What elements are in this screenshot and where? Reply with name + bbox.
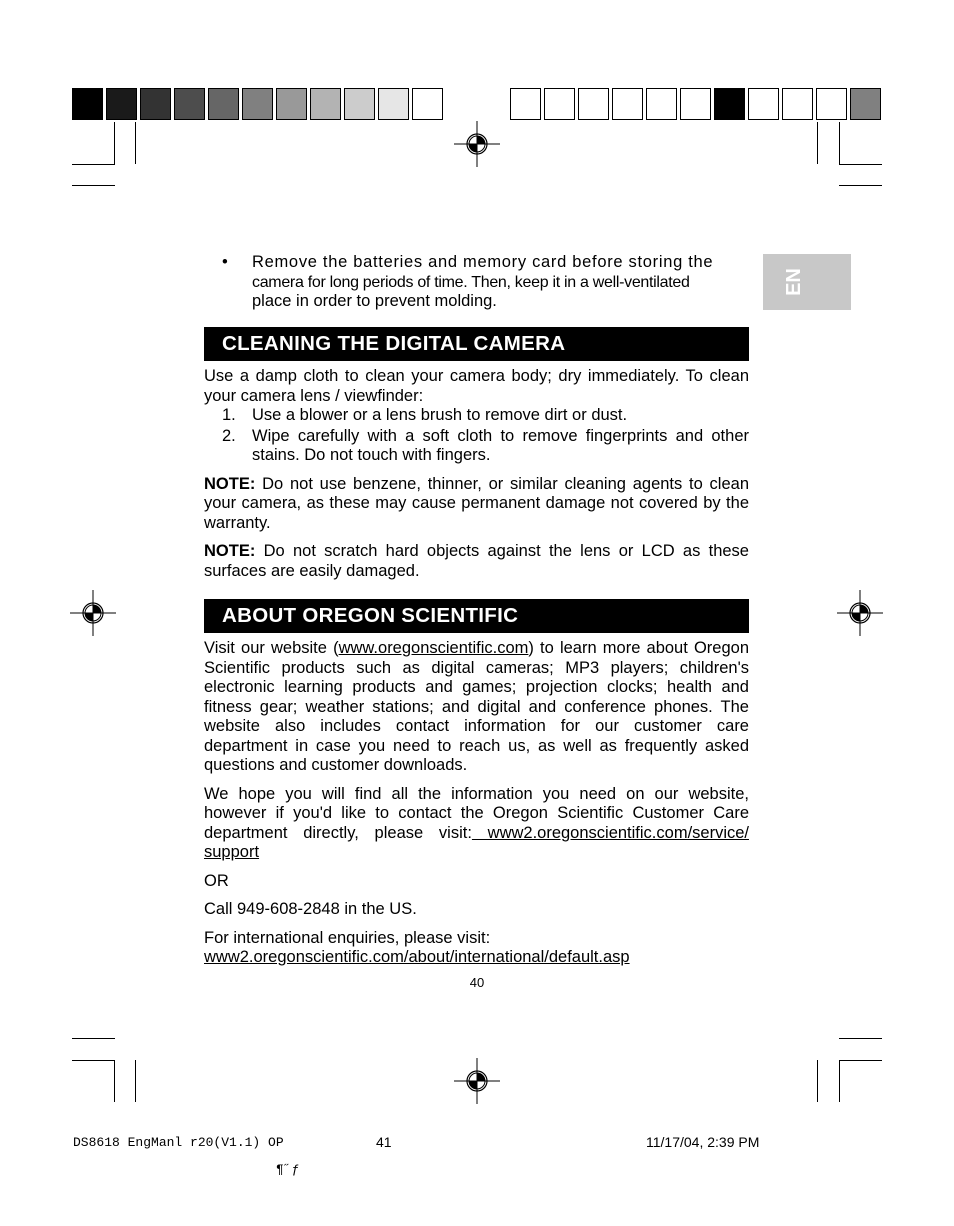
crop-mark [839,185,882,186]
bullet-line: Remove the batteries and memory card before storing the [252,253,714,271]
color-swatch [72,88,103,120]
crop-mark [839,122,840,164]
crop-mark [72,164,115,165]
color-swatch [612,88,643,120]
note-paragraph [204,475,749,534]
about-body [204,639,749,968]
crop-mark [135,1060,136,1102]
color-swatch [816,88,847,120]
footer-timestamp: 11/17/04, 2:39 PM [646,1134,760,1150]
color-swatch [242,88,273,120]
intro-bullet [204,253,749,312]
color-swatch [544,88,575,120]
color-bar-right [510,44,882,76]
note-paragraph [204,542,749,581]
bullet-line: place in order to prevent molding. [252,292,497,310]
crop-mark [114,122,115,164]
bullet-line: camera for long periods of time. Then, keep it in a well-ventilated [252,273,690,291]
color-swatch [174,88,205,120]
text-span: We hope you will find all the information you need on our website, however if you'd like to contact the Oregon Scientific Customer Care department directly, please visit: [204,784,749,842]
note-label: NOTE: [204,542,256,560]
color-swatch [140,88,171,120]
footer-file-name: DS8618 EngManl r20(V1.1) OP [73,1135,284,1150]
color-swatch [378,88,409,120]
cleaning-body [204,367,749,581]
crop-mark [839,1038,882,1039]
color-swatch [748,88,779,120]
international-link[interactable]: www2.oregonscientific.com/about/international/default.asp [204,948,630,966]
note-text: Do not use benzene, thinner, or similar cleaning agents to clean your camera, as these may cause permanent damage not covered by the warranty. [204,474,749,532]
support-link[interactable]: www2.oregonscientific.com/service/ support [204,823,749,861]
list-item [204,406,749,426]
color-swatch [412,88,443,120]
color-swatch [680,88,711,120]
crop-mark [817,122,818,164]
website-link[interactable]: www.oregonscientific.com [338,639,529,657]
color-bar-left [72,44,444,76]
crop-mark [839,1060,882,1061]
color-swatch [714,88,745,120]
footer-sheet-number: 41 [376,1134,392,1150]
crop-mark [72,185,115,186]
crop-mark [72,1038,115,1039]
crop-mark [817,1060,818,1102]
or-text: OR [204,871,229,890]
color-swatch [510,88,541,120]
color-swatch [344,88,375,120]
color-swatch [208,88,239,120]
color-swatch [850,88,881,120]
language-tab [763,254,851,310]
call-text: Call 949-608-2848 in the US. [204,900,417,918]
color-swatch [276,88,307,120]
text-span: ) to learn more about Oregon Scientific products such as digital cameras; MP3 players; children's electronic learning products and games; projection clocks; health and fitness gear; weather stations; and digital and conference phones. The website also includes contact information for our customer care department in case you need to reach us, as well as frequently asked questions and customer downloads. [204,639,749,774]
note-text: Do not scratch hard objects against the lens or LCD as these surfaces are easily damaged. [204,542,749,580]
text-span: Visit our website ( [204,639,339,657]
crop-mark [114,1060,115,1102]
color-swatch [646,88,677,120]
color-swatch [578,88,609,120]
note-label: NOTE: [204,474,256,493]
bullet-glyph: • [222,253,228,271]
about-paragraph [204,639,749,776]
footer-garbled-text: ¶˝ƒ [276,1162,300,1177]
intl-link-row [204,948,749,968]
list-item [204,427,749,466]
crop-mark [839,1060,840,1102]
list-text: Wipe carefully with a soft cloth to remove fingerprints and other stains. Do not touch with fingers. [252,426,749,464]
registration-mark-icon [837,590,883,636]
registration-mark-icon [454,1058,500,1104]
about-paragraph [204,785,749,863]
crop-mark [135,122,136,164]
color-swatch [310,88,341,120]
intl-text: For international enquiries, please visit: [204,928,491,947]
list-number: 2. [222,426,236,445]
color-swatch [782,88,813,120]
registration-mark-icon [454,121,500,167]
section-heading-about: ABOUT OREGON SCIENTIFIC [204,599,749,633]
page-number: 40 [469,975,485,990]
section-heading-cleaning: CLEANING THE DIGITAL CAMERA [204,327,749,361]
cleaning-intro: Use a damp cloth to clean your camera body; dry immediately. To clean your camera lens / viewfinder: [204,367,749,405]
language-tab-label: EN [783,268,805,296]
list-text: Use a blower or a lens brush to remove dirt or dust. [252,406,628,424]
crop-mark [72,1060,115,1061]
color-swatch [106,88,137,120]
crop-mark [839,164,882,165]
list-number: 1. [222,406,236,424]
registration-mark-icon [70,590,116,636]
